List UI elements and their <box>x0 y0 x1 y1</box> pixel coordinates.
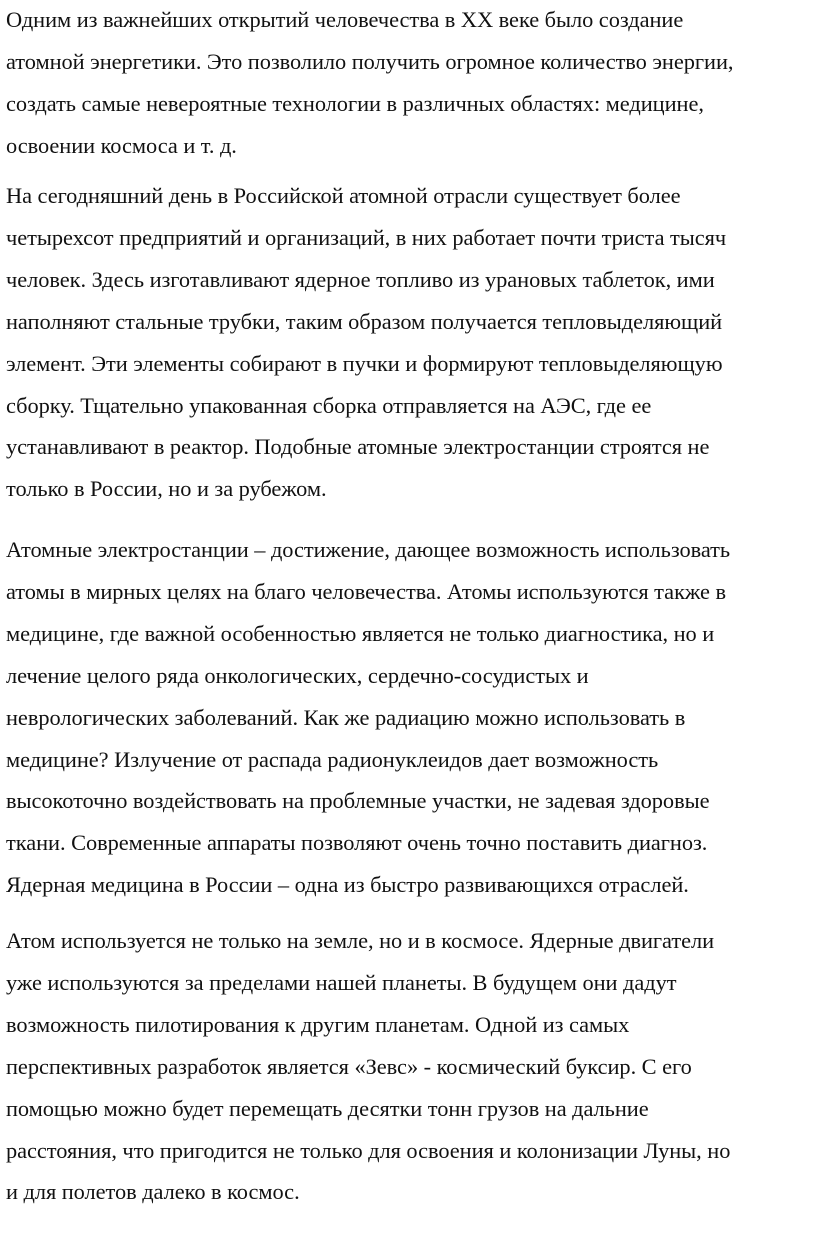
text-line: На сегодняшний день в Российской атомной отрасли существует более <box>6 183 681 208</box>
paragraph-medicine <box>6 529 808 906</box>
text-line: Атом используется не только на земле, но и в космосе. Ядерные двигатели <box>6 928 715 953</box>
text-line: освоении космоса и т. д. <box>6 132 237 158</box>
text-line: Ядерная медицина в России – одна из быстро развивающихся отраслей. <box>6 872 689 898</box>
text-line: атомы в мирных целях на благо человечества. Атомы используются также в <box>6 578 726 604</box>
text-line: медицине, где важной особенностью является не только диагностика, но и <box>6 620 715 646</box>
text-line: устанавливают в реактор. Подобные атомные электростанции строятся не <box>6 434 710 460</box>
text-line: медицине? Излучение от распада радионуклеидов дает возможность <box>6 746 659 772</box>
text-line: возможность пилотирования к другим планетам. Одной из самых <box>6 1011 630 1037</box>
text-line: атомной энергетики. Это позволило получить огромное количество энергии, <box>6 48 734 74</box>
text-line: элемент. Эти элементы собирают в пучки и формируют тепловыделяющую <box>6 350 723 376</box>
text-line: наполняют стальные трубки, таким образом получается тепловыделяющий <box>6 308 723 334</box>
text-line: помощью можно будет перемещать десятки тонн грузов на дальние <box>6 1095 649 1121</box>
text-line: и для полетов далеко в космос. <box>6 1179 300 1205</box>
text-line: ткани. Современные аппараты позволяют очень точно поставить диагноз. <box>6 830 708 856</box>
text-line: перспективных разработок является «Зевс» - космический буксир. С его <box>6 1053 692 1079</box>
text-line: создать самые невероятные технологии в различных областях: медицине, <box>6 90 704 116</box>
text-line: Одним из важнейших открытий человечества в ХХ веке было создание <box>6 7 684 32</box>
text-line: уже используются за пределами нашей планеты. В будущем они дадут <box>6 969 677 995</box>
text-line: расстояния, что пригодится не только для освоения и колонизации Луны, но <box>6 1137 731 1163</box>
text-line: четырехсот предприятий и организаций, в них работает почти триста тысяч <box>6 224 727 250</box>
text-line: лечение целого ряда онкологических, сердечно-сосудистых и <box>6 662 589 688</box>
paragraph-industry <box>6 175 808 510</box>
text-line: неврологических заболеваний. Как же радиацию можно использовать в <box>6 704 686 730</box>
text-line: сборку. Тщательно упакованная сборка отправляется на АЭС, где ее <box>6 392 652 418</box>
text-line: только в России, но и за рубежом. <box>6 476 327 502</box>
paragraph-space <box>6 920 808 1213</box>
text-line: высокоточно воздействовать на проблемные участки, не задевая здоровые <box>6 788 710 814</box>
paragraph-intro <box>6 0 808 167</box>
text-line: человек. Здесь изготавливают ядерное топливо из урановых таблеток, ими <box>6 266 715 292</box>
text-line: Атомные электростанции – достижение, дающее возможность использовать <box>6 537 731 562</box>
